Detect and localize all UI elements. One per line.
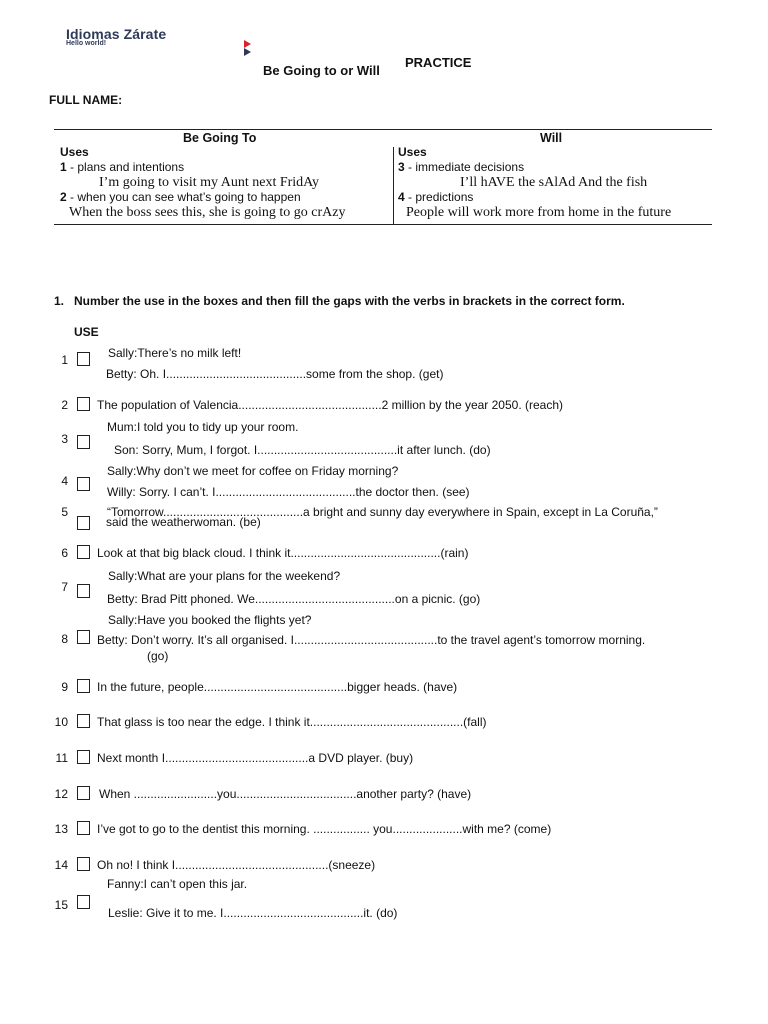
table-bottom-rule [54,224,712,225]
exercise-number: 14 [54,858,68,872]
use-answer-box[interactable] [77,516,90,530]
logo [66,26,166,47]
use-answer-box[interactable] [77,821,90,835]
exercise-number: 8 [61,632,68,646]
left-uses-label: Uses [60,145,89,159]
use-answer-box[interactable] [77,786,90,800]
table-divider [393,147,394,224]
exercise-number: 7 [61,580,68,594]
exercise-number: 10 [54,715,68,729]
use-1: 1 - plans and intentions [60,160,185,174]
exercise-line: Sally:Have you booked the flights yet? [108,613,312,627]
exercise-line: Sally:What are your plans for the weekend? [108,569,341,583]
exercise-line: Next month I...........................................a DVD player. (buy) [97,751,414,765]
exercise-line: (go) [147,649,169,663]
exercise-instruction: 1. Number the use in the boxes and then fill the gaps with the verbs in brackets in the correct form. [54,294,625,308]
full-name-label: FULL NAME: [49,93,123,107]
exercise-number: 3 [61,432,68,446]
use-answer-box[interactable] [77,545,90,559]
exercise-line: Betty: Oh. I..........................................some from the shop. (get) [106,367,444,381]
use-answer-box[interactable] [77,857,90,871]
exercise-number: 1 [61,353,68,367]
exercise-line: Willy: Sorry. I can’t. I..........................................the doctor then. (see) [107,485,470,499]
use-answer-box[interactable] [77,895,90,909]
exercise-number: 11 [55,751,68,765]
exercise-line: Look at that big black cloud. I think it.............................................(rain) [97,546,469,560]
exercise-line: In the future, people...........................................bigger heads. (have) [97,680,458,694]
exercise-line: Leslie: Give it to me. I..........................................it. (do) [108,906,398,920]
exercise-number: 9 [61,680,68,694]
use-3: 3 - immediate decisions [398,160,525,174]
exercise-line: “Tomorrow..........................................a bright and sunny day everywhere in Spain, except in La Coruña,” [107,505,658,519]
logo-tagline: Hello world! [66,40,107,47]
exercise-number: 4 [61,474,68,488]
exercise-line: Sally:Why don’t we meet for coffee on Friday morning? [107,464,399,478]
use-3-example: I’ll hAVE the sAlAd And the fish [460,175,648,190]
will-heading: Will [540,131,563,145]
use-answer-box[interactable] [77,352,90,366]
use-2: 2 - when you can see what’s going to happen [60,190,301,204]
use-answer-box[interactable] [77,679,90,693]
exercise-line: Betty: Brad Pitt phoned. We..........................................on a picnic. (go) [107,592,481,606]
exercise-line: That glass is too near the edge. I think it..............................................(fall) [97,715,487,729]
be-going-to-heading: Be Going To [183,131,257,145]
use-4-example: People will work more from home in the future [406,205,672,220]
exercise-line: Betty: Don’t worry. It’s all organised. I...........................................to the travel agent’s tomorrow morning. [97,633,646,647]
exercise-number: 13 [54,822,68,836]
logo-flag-icon [244,40,252,56]
exercise-line: When .........................you....................................another party? (have) [99,787,472,801]
exercise-number: 12 [54,787,68,801]
use-answer-box[interactable] [77,630,90,644]
right-uses-label: Uses [398,145,427,159]
use-4: 4 - predictions [398,190,474,204]
exercise-line: Mum:I told you to tidy up your room. [107,420,299,434]
exercise-line: Oh no! I think I..............................................(sneeze) [97,858,376,872]
exercise-number: 5 [61,505,68,519]
page-title: Be Going to or Will [263,63,380,78]
use-answer-box[interactable] [77,750,90,764]
use-2-example: When the boss sees this, she is going to go crAzy [69,205,346,220]
exercise-number: 6 [61,546,68,560]
exercise-line: Fanny:I can’t open this jar. [107,877,248,891]
use-1-example: I’m going to visit my Aunt next FridAy [99,175,319,190]
use-answer-box[interactable] [77,435,90,449]
logo-name: Idiomas Zárate [66,26,167,42]
table-top-rule [54,129,712,130]
exercise-line: I’ve got to go to the dentist this morning. ................. you.....................with me? (come) [97,822,552,836]
exercise-line: said the weatherwoman. (be) [106,515,261,529]
use-answer-box[interactable] [77,477,90,491]
use-column-header: USE [74,325,99,339]
exercise-number: 2 [61,398,68,412]
use-answer-box[interactable] [77,714,90,728]
exercise-line: Sally:There’s no milk left! [108,346,242,360]
exercise-number: 15 [54,898,68,912]
exercise-line: Son: Sorry, Mum, I forgot. I..........................................it after lunch. (do) [114,443,491,457]
page-title-practice: PRACTICE [405,55,472,70]
use-answer-box[interactable] [77,397,90,411]
exercise-line: The population of Valencia...........................................2 million by the year 2050. (reach) [97,398,563,412]
use-answer-box[interactable] [77,584,90,598]
